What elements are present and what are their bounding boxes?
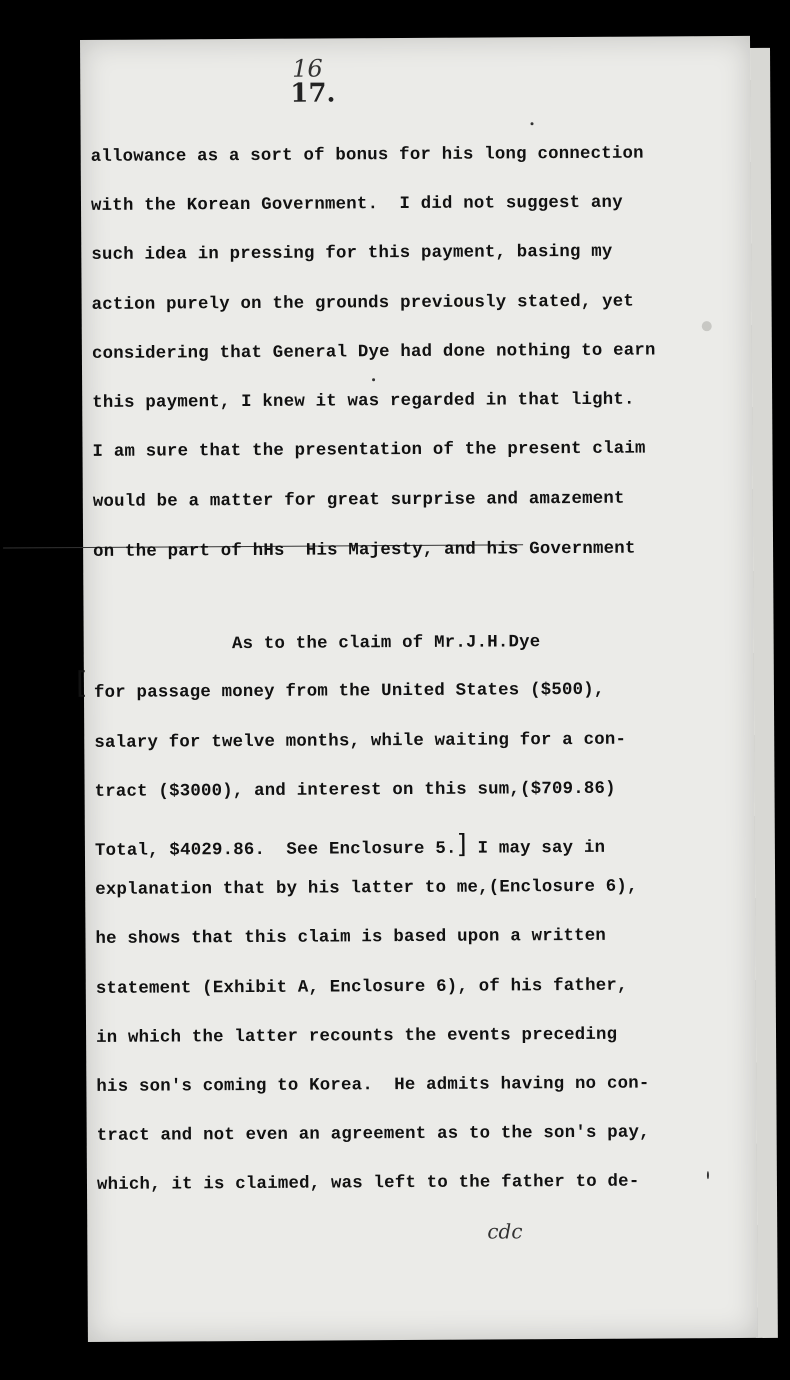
text-line: on the part of hHs His Majesty, and his Government (93, 539, 636, 562)
text-line: tract ($3000), and interest on this sum,($709.86) (94, 779, 616, 802)
text-line: As to the claim of Mr.J.H.Dye (93, 633, 541, 655)
text-line: which, it is claimed, was left to the father to de- (96, 1172, 640, 1195)
paper-speck (531, 122, 534, 125)
paper-speck (372, 378, 375, 381)
page-number (290, 54, 336, 109)
text-line: salary for twelve months, while waiting for a con- (94, 730, 627, 753)
text-line: statement (Exhibit A, Enclosure 6), of his father, (95, 976, 628, 999)
text-line (95, 829, 605, 862)
text-line: allowance as a sort of bonus for his long connection (90, 144, 644, 167)
text-segment: I may say in (477, 838, 606, 859)
text-line: he shows that this claim is based upon a written (95, 926, 607, 949)
text-line: this payment, I knew it was regarded in that light. (92, 390, 635, 413)
page-number-handwritten: 16 (292, 54, 323, 83)
paper-speck (702, 321, 712, 331)
text-line: action purely on the grounds previously stated, yet (91, 292, 635, 315)
text-line: such idea in pressing for this payment, basing my (91, 242, 613, 265)
text-line: in which the latter recounts the events preceding (96, 1025, 618, 1048)
text-segment: Total, $4029.86. See Enclosure 5. (94, 839, 457, 861)
text-line: would be a matter for great surprise and amazement (92, 489, 625, 512)
page-number-typed: 17. (290, 78, 336, 109)
right-bracket-mark: ] (456, 829, 467, 860)
text-line: tract and not even an agreement as to the son's pay, (96, 1123, 650, 1146)
text-line: considering that General Dye had done nothing to earn (91, 341, 656, 364)
text-line: with the Korean Government. I did not suggest any (90, 193, 623, 216)
text-line: explanation that by his latter to me,(Enclosure 6), (95, 877, 638, 900)
text-line: his son's coming to Korea. He admits having no con- (96, 1074, 650, 1097)
text-line: for passage money from the United States ($500), (93, 680, 605, 703)
document-page (75, 36, 758, 1342)
paper-speck (707, 1171, 709, 1179)
text-line: I am sure that the presentation of the present claim (92, 439, 646, 462)
left-bracket-mark: [ (75, 665, 88, 702)
handwritten-initials: cdc (487, 1219, 523, 1244)
